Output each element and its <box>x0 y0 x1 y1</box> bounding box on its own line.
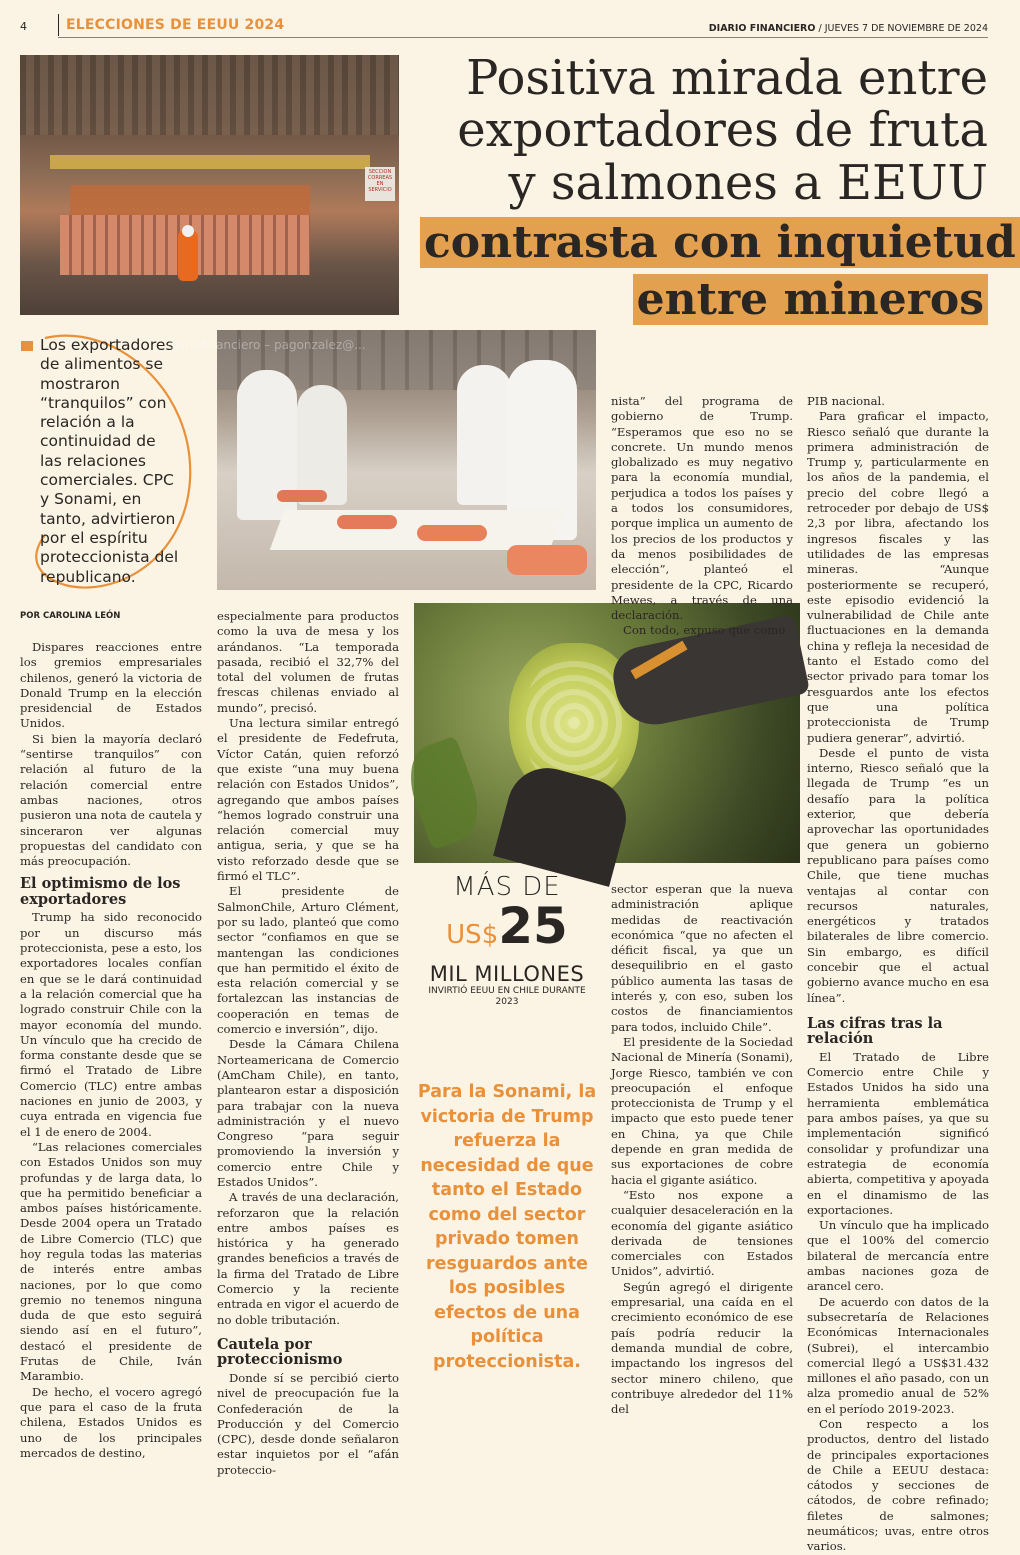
col2-paragraph: A través de una declaración, reforzaron que la relación entre ambos países es histórica y ha generado grandes beneficios a través de la firma del Tratado de Libre Comercio y la reciente entrada en vigor el acuerdo de no doble tributación. <box>217 1190 399 1327</box>
col3-paragraph: nista” del programa de gobierno de Trump. “Esperamos que eso no se concrete. Un mundo menos globalizado es muy negativo para la economía mundial, perjudica a todos los países y a todos los consumidores, porque implica un aumento de los precios de los productos y da menos posibilidades de elección”, planteó el presidente de la CPC, Ricardo Mewes, a través de una declaración. <box>611 394 793 623</box>
col3-paragraph: Según agregó el dirigente empresarial, una caída en el crecimiento económico de ese país podría reducir la demanda mundial de cobre, impactando los ingresos del sector minero chileno, que contribuye alrededor del 11% del <box>611 1279 793 1417</box>
stat-caption: INVIRTIÓ EEUU EN CHILE DURANTE <box>428 986 586 996</box>
photo-watermark: diariofinanciero – pagonzalez@... <box>167 338 366 352</box>
col2-paragraph: Una lectura similar entregó el presidente de Fedefruta, Víctor Catán, quien reforzó que existe “una muy buena relación con Estados Unidos”, agregando que ambos países “hemos logrado construir una relación comercial muy antigua, seria, y que se ha visto reforzado desde que se firmó el TLC”. <box>217 716 399 884</box>
col1-paragraph: “Las relaciones comerciales con Estados Unidos son muy profundas y de larga data, lo que ha permitido beneficiar a ambos países históricamente. Desde 2004 opera un Tratado de Libre Comercio (TLC) que hoy regula todas las materias de interés entre ambas naciones, por lo que como gremio no tenemos ninguna duda de que esto seguirá siendo así en el futuro”, destacó el presidente de Frutas de Chile, Iván Marambio. <box>20 1139 202 1384</box>
subhead-optimismo: El optimismo de los exportadores <box>20 875 181 908</box>
stat-caption-year: 2023 <box>495 997 519 1007</box>
page-number: 4 <box>20 20 27 33</box>
col4-paragraph: El Tratado de Libre Comercio entre Chile y Estados Unidos ha sido una herramienta emblemática para ambos países, ya que su implementación significó consolidar y profundizar una estrategia de economía abierta, competitiva y apoyada en el dinamismo de las exportaciones. <box>807 1049 989 1217</box>
section-label: ELECCIONES DE EEUU 2024 <box>66 17 285 33</box>
column-3-top <box>611 394 793 638</box>
col4-paragraph: Para graficar el impacto, Riesco señaló que durante la primera administración de Trump y, particularmente en los años de la pandemia, el precio del cobre llegó a retroceder por debajo de US$ 2,3 por libra, afectando los ingresos fiscales y las utilidades de las empresas mineras. “Aunque posteriormente se recuperó, este episodio evidenció la vulnerabilidad de Chile ante fluctuaciones en la demanda china y refleja la necesidad de tanto el Estado como del sector privado para tomar los resguardos ante los efectos que una política proteccionista de Trump pudiera generar”, advirtió. <box>807 409 989 745</box>
col2-paragraph: El presidente de SalmonChile, Arturo Clément, por su lado, planteó que como sector “confiamos en que se mantengan las condiciones que han permitido el éxito de esta relación comercial y se fortalezcan las instancias de cooperación en temas de comercio e inversión”, dijo. <box>217 884 399 1037</box>
col2-paragraph: Desde la Cámara Chilena Norteamericana de Comercio (AmCham Chile), en tanto, plantearon estar a disposición para trabajar con la nueva administración y el nuevo Congreso “para seguir promoviendo la inversión y comercio entre Chile y Estados Unidos”. <box>217 1037 399 1189</box>
subhead-cautela: Cautela por proteccionismo <box>217 1335 343 1369</box>
stat-unit: MIL MILLONES <box>429 962 585 986</box>
col3-paragraph: sector esperan que la nueva administración aplique medidas de reactivación económica “que no afecten el déficit fiscal, ya que un desequilibrio en el gasto público aumenta las tasas de interés y, con eso, suben los costos de financiamientos para todos, incluido Chile”. <box>611 882 793 1034</box>
column-3-bottom <box>611 882 793 1417</box>
col4-paragraph: Desde el punto de vista interno, Riesco señaló que la llegada de Trump “es un desafío para la política exterior, que debería aprovechar las oportunidades que genera un gobierno republicano para países como Chile, que tiene muchas ventajas al contar con recursos naturales, energéticos y tratados bilaterales de libre comercio. Sin embargo, es difícil concebir que el actual gobierno avance mucho en esa línea”. <box>807 745 989 1005</box>
issue-date: / JUEVES 7 DE NOVIEMBRE DE 2024 <box>818 23 988 34</box>
lead-text: Los exportadores de alimentos se mostraron “tranquilos” con relación a la continuidad de las relaciones comerciales. CPC y Sonami, en tanto, advirtieron por el espíritu proteccionista del republicano. <box>40 336 179 586</box>
refinery-photo <box>20 55 399 315</box>
headline-line-3: y salmones a EEUU <box>508 155 988 211</box>
col1-paragraph: Dispares reacciones entre los gremios empresariales chilenos, generó la victoria de Donald Trump en la elección presidencial de Estados Unidos. <box>20 640 202 731</box>
col3-paragraph: Con todo, expuso que como <box>623 623 786 638</box>
subhead-cifras: Las cifras tras la relación <box>807 1014 943 1048</box>
col1-paragraph: Trump ha sido reconocido por un discurso más proteccionista, pese a esto, los exportadores locales confían en que se le dará continuidad a la relación comercial que ha logrado construir Chile con la mayor economía del mundo. Un vínculo que ha crecido de forma constante desde que se firmó el Tratado de Libre Comercio (TLC) entre ambas naciones en junio de 2003, y cuya entrada en vigencia fue el 1 de enero de 2004. <box>20 910 202 1139</box>
headline-line-2: exportadores de fruta <box>457 102 988 158</box>
header-divider <box>58 14 59 36</box>
col1-paragraph: Si bien la mayoría declaró “sentirse tranquilos” con relación al futuro de la relación comercial entre ambas naciones, otros pusieron una nota de cautela y sinceraron ver algunas propuestas del candidato con más preocupación. <box>20 731 202 869</box>
headline <box>420 50 1016 328</box>
stat-box <box>414 872 600 1008</box>
col3-paragraph: El presidente de la Sociedad Nacional de Minería (Sonami), Jorge Riesco, también ve con preocupación el enfoque proteccionista de Trump y el impacto que esto puede tener en China, ya que Chile depende en gran medida de sus exportaciones de cobre hacia el gigante asiático. <box>611 1034 793 1187</box>
col1-paragraph: De hecho, el vocero agregó que para el caso de la fruta chilena, Estados Unidos es uno de los principales mercados de destino, <box>20 1384 202 1460</box>
col4-paragraph: Un vínculo que ha implicado que el 100% del comercio bilateral de mercancía entre ambas naciones goza de arancel cero. <box>807 1218 989 1294</box>
warning-sign: SECCION CORREAS EN SERVICIO <box>365 167 395 201</box>
col2-paragraph: especialmente para productos como la uva de mesa y los arándanos. “La temporada pasada, recibió el 32,7% del total del volumen de frutas frescas chilenas enviado al mundo”, precisó. <box>217 609 399 715</box>
publication-name: DIARIO FINANCIERO <box>708 23 816 34</box>
column-4 <box>807 394 989 1554</box>
stat-number: 25 <box>498 897 568 955</box>
header-rule <box>58 37 988 38</box>
stat-mas-de: MÁS DE <box>453 872 561 902</box>
headline-line-4: contrasta con inquietud <box>420 217 1020 268</box>
masthead <box>709 23 988 34</box>
col4-paragraph: De acuerdo con datos de la subsecretaría de Relaciones Económicas Internacionales (Subrei), el intercambio comercial llegó a US$31.432 millones el año pasado, con un alza promedio anual de 52% en el período 2019-2023. <box>807 1294 989 1416</box>
column-1 <box>20 640 202 1460</box>
salmon-processing-photo <box>167 330 596 590</box>
pull-quote: Para la Sonami, la victoria de Trump refuerza la necesidad de que tanto el Estado como del sector privado tomen resguardos ante los posibles efectos de una política proteccionista. <box>417 1082 597 1372</box>
headline-line-1: Positiva mirada entre <box>466 50 988 106</box>
column-2 <box>217 609 399 1477</box>
col4-paragraph: PIB nacional. <box>807 394 885 408</box>
headline-line-5: entre mineros <box>633 274 988 325</box>
grapes-photo <box>414 603 800 863</box>
byline: POR CAROLINA LEÓN <box>20 611 121 621</box>
col4-paragraph: Con respecto a los productos, dentro del listado de principales exportaciones de Chile a EEUU destaca: cátodos y secciones de cátodos, de cobre refinado; filetes de salmones; neumáticos; uvas, entre otros varios. <box>807 1417 989 1554</box>
col2-paragraph: Donde sí se percibió cierto nivel de preocupación fue la Confederación de la Producción y del Comercio (CPC), desde donde señalaron estar inquietos por el “afán proteccio- <box>217 1370 399 1477</box>
stat-currency: US$ <box>446 920 499 950</box>
col3-paragraph: “Esto nos expone a cualquier desaceleración en la economía del gigante asiático derivada de tensiones comerciales con Estados Unidos”, advirtió. <box>611 1187 793 1279</box>
